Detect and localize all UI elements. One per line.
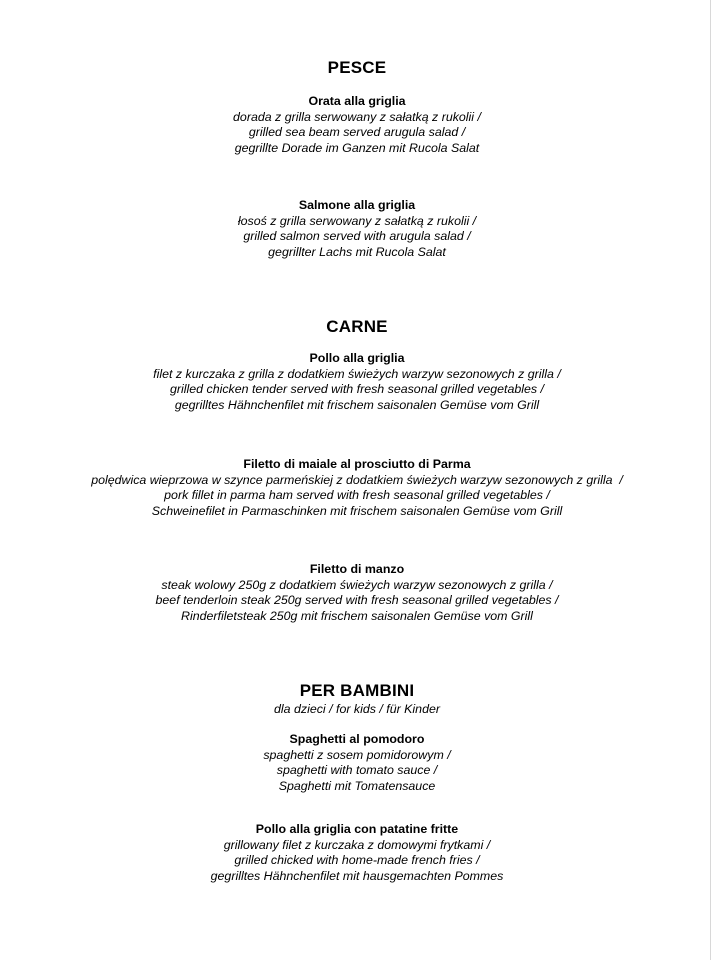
dish-description-en: grilled sea beam served arugula salad / xyxy=(248,125,466,140)
dish-description-pl: steak wolowy 250g z dodatkiem świeżych warzyw sezonowych z grilla / xyxy=(161,577,553,592)
dish-description-en: grilled salmon served with arugula salad / xyxy=(243,229,471,244)
dish-description-pl: grillowany filet z kurczaka z domowymi frytkami / xyxy=(223,837,491,852)
section-title-per-bambini: PER BAMBINI xyxy=(299,681,415,700)
dish-name: Filetto di manzo xyxy=(309,562,405,576)
dish-description-pl: spaghetti z sosem pomidorowym / xyxy=(263,747,451,762)
dish-description-en: beef tenderloin steak 250g served with fresh seasonal grilled vegetables / xyxy=(155,593,559,608)
dish-description-de: gegrilltes Hähnchenfilet mit frischem saisonalen Gemüse vom Grill xyxy=(174,397,540,412)
dish-description-de: gegrillter Lachs mit Rucola Salat xyxy=(268,244,446,259)
dish-name: Pollo alla griglia con patatine fritte xyxy=(255,822,459,836)
dish-description-pl: polędwica wieprzowa w szynce parmeńskiej z dodatkiem świeżych warzyw sezonowych z grilla / xyxy=(91,472,623,487)
dish-pollo-con-patatine-fritte xyxy=(0,822,714,884)
dish-description-de: Schweinefilet in Parmaschinken mit frischem saisonalen Gemüse vom Grill xyxy=(151,503,563,518)
dish-name: Spaghetti al pomodoro xyxy=(289,732,425,746)
dish-description-pl: łosoś z grilla serwowany z sałatką z rukolii / xyxy=(237,213,477,228)
dish-name: Pollo alla griglia xyxy=(309,351,405,365)
dish-name: Salmone alla griglia xyxy=(298,198,416,212)
dish-description-pl: dorada z grilla serwowany z sałatką z rukolii / xyxy=(233,109,481,124)
dish-description-pl: filet z kurczaka z grilla z dodatkiem świeżych warzyw sezonowych z grilla / xyxy=(153,366,561,381)
dish-description-en: grilled chicken tender served with fresh seasonal grilled vegetables / xyxy=(170,382,544,397)
dish-description-de: Spaghetti mit Tomatensauce xyxy=(278,778,436,793)
dish-orata-alla-griglia xyxy=(0,94,714,156)
dish-description-de: Rinderfiletsteak 250g mit frischem saisonalen Gemüse vom Grill xyxy=(181,608,533,623)
dish-salmone-alla-griglia xyxy=(0,198,714,260)
dish-pollo-alla-griglia xyxy=(0,351,714,413)
dish-description-en: grilled chicked with home-made french fries / xyxy=(234,853,480,868)
dish-spaghetti-al-pomodoro xyxy=(0,732,714,794)
dish-description-de: gegrilltes Hähnchenfilet mit hausgemachten Pommes xyxy=(210,868,504,883)
section-subtitle-bambini: dla dzieci / for kids / für Kinder xyxy=(274,702,440,716)
dish-description-de: gegrillte Dorade im Ganzen mit Rucola Salat xyxy=(234,140,480,155)
dish-filetto-di-manzo xyxy=(0,562,714,624)
dish-description-en: spaghetti with tomato sauce / xyxy=(276,763,438,778)
dish-description-en: pork fillet in parma ham served with fresh seasonal grilled vegetables / xyxy=(164,488,550,503)
section-title-pesce: PESCE xyxy=(327,58,387,77)
dish-filetto-di-maiale xyxy=(0,457,714,519)
section-title-carne: CARNE xyxy=(326,317,388,336)
dish-name: Filetto di maiale al prosciutto di Parma xyxy=(243,457,471,471)
dish-name: Orata alla griglia xyxy=(308,94,406,108)
